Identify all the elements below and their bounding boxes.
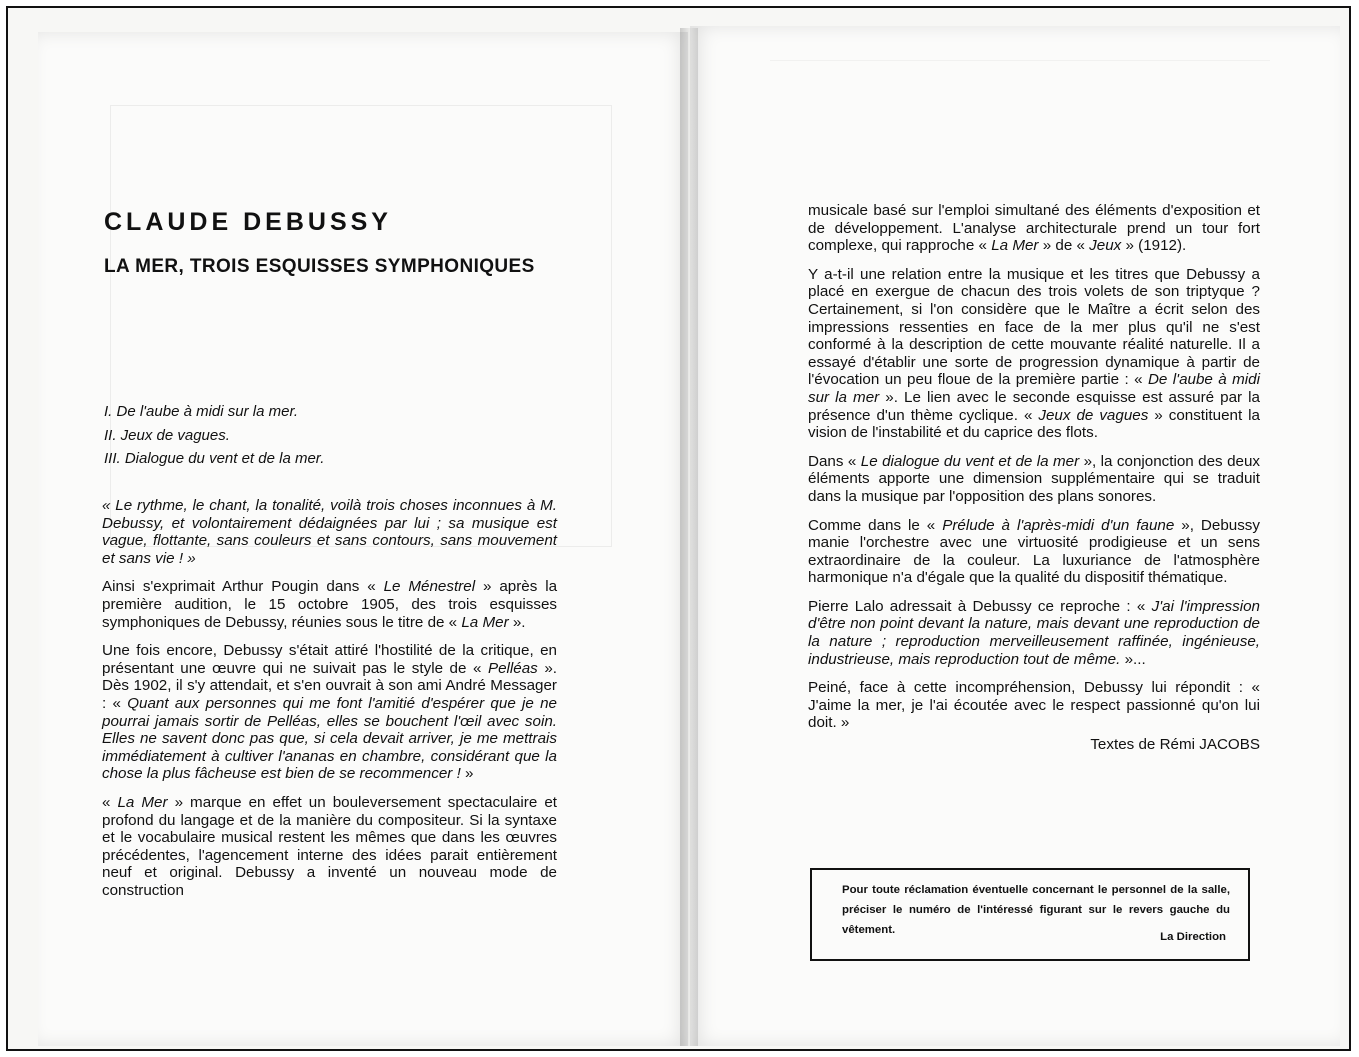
text-run-italic: De l'aube à midi sur la mer	[808, 371, 1260, 406]
paragraph-reponse: Peiné, face à cette incompréhension, Debussy lui répondit : « J'aime la mer, je l'ai écoutée avec le respect passionné qu'on lui doit. »	[808, 679, 1260, 732]
paragraph-construction	[808, 202, 1260, 255]
page-subtitle: LA MER, TROIS ESQUISSES SYMPHONIQUES	[104, 256, 535, 277]
page-title: CLAUDE DEBUSSY	[104, 208, 392, 236]
text-run-italic: Jeux de vagues	[1038, 406, 1149, 424]
left-column	[102, 497, 557, 910]
notice-text: Pour toute réclamation éventuelle concernant le personnel de la salle, préciser le numéro de l'intéressé figurant sur le revers gauche du vêtement.	[842, 884, 1230, 936]
text-run-italic: J'ai l'impression d'être non point devant la nature, mais devant une reproduction de la nature ; reproduction merveilleusement raffinée, ingénieuse, industrieuse, mais reproduction tout de même.	[808, 597, 1260, 668]
paragraph-triptyque	[808, 266, 1260, 442]
text-run: » marque en effet un bouleversement spectaculaire et profond du langage et de la manière du compositeur. Si la syntaxe et le vocabulaire musical restent les mêmes que dans les œuvres précédentes, l'agencement interne des idées parait entièrement neuf et original. Debussy a inventé un nouveau mode de construction	[102, 793, 557, 899]
text-run-italic: Quant aux personnes qui me font l'amitié d'espérer que je ne pourrai jamais sortir de Pelléas, elles se bouchent l'œil avec soin. Elles ne savent donc pas que, si cela devait arriver, je me mettrais immédiatement à cultiver l'ananas en chambre, considérant que la chose la plus fâcheuse est bien de se recommencer !	[102, 694, 558, 783]
text-run: musicale basé sur l'emploi simultané des éléments d'exposition et de développement. L'analyse architecturale prend un tour fort complexe, qui rapproche «	[808, 202, 1260, 255]
text-run-italic: Jeux	[1089, 237, 1122, 255]
text-run: », Debussy manie l'orchestre avec une virtuosité prodigieuse et un sens extraordinaire de la couleur. La luxuriance de l'atmosphère harmonique n'a d'égale que la qualité du dispositif thématique.	[808, 516, 1260, 587]
paragraph-la-mer	[102, 794, 557, 900]
text-run-italic: La Mer	[461, 613, 509, 631]
notice-signature: La Direction	[1160, 931, 1226, 943]
movement-1: I. De l'aube à midi sur la mer.	[104, 403, 299, 420]
right-column	[808, 202, 1260, 754]
text-run: » après la première audition, le 15 octobre 1905, des trois esquisses symphoniques de Debussy, réunies sous le titre de «	[102, 578, 558, 631]
pougin-quote: « Le rythme, le chant, la tonalité, voilà trois choses inconnues à M. Debussy, et volontairement dédaignées par lui ; sa musique est vague, flottante, sans couleurs et sans contours, sans mouvement et sans vie ! »	[102, 497, 557, 567]
text-run: Comme dans le «	[808, 516, 943, 534]
text-run: Une fois encore, Debussy s'était attiré l'hostilité de la critique, en présentant une œuvre qui ne suivait pas le style de «	[102, 642, 557, 677]
text-run: Dans «	[808, 452, 861, 470]
text-run-italic: Pelléas	[487, 659, 538, 677]
show-through-shadow	[110, 105, 612, 547]
text-run: », la conjonction des deux éléments apporte une dimension supplémentaire qui se traduit dans la musique par l'opposition des plans sonores.	[808, 452, 1261, 505]
author-signature: Textes de Rémi JACOBS	[1090, 736, 1260, 754]
paragraph-orchestre	[808, 517, 1260, 587]
text-run: Pierre Lalo adressait à Debussy ce reproche : «	[808, 597, 1152, 615]
movement-3: III. Dialogue du vent et de la mer.	[104, 450, 325, 467]
paragraph-pougin	[102, 578, 557, 631]
notice-box	[810, 868, 1250, 961]
paragraph-messager	[102, 642, 557, 783]
text-run: Y a-t-il une relation entre la musique et les titres que Debussy a placé en exergue de chacun des trois volets de son triptyque ? Certainement, si l'on considère que le Maître a écrit selon des impressions ressenties en face de la mer plus qu'il ne s'est conformé à la description de cette mouvante réalité naturelle. Il a essayé d'établir une sorte de progression dynamique à partir de l'évocation un peu floue de la première partie : «	[808, 265, 1260, 389]
text-run-italic: La Mer	[991, 237, 1039, 255]
text-run: ».	[508, 613, 526, 631]
text-run-italic: Le dialogue du vent et de la mer	[860, 452, 1080, 470]
paragraph-lalo	[808, 598, 1260, 668]
movement-2: II. Jeux de vagues.	[104, 426, 230, 444]
text-run-italic: Prélude à l'après-midi d'un faune	[942, 516, 1175, 534]
text-run: » constituent la vision de l'instabilité et du caprice des flots.	[808, 406, 1260, 442]
book-gutter	[680, 28, 698, 1046]
text-run: ». Le lien avec le seconde esquisse est assuré par la présence d'un thème cyclique. «	[808, 388, 1260, 424]
text-run-italic: Le Ménestrel	[383, 578, 476, 596]
text-run: »	[460, 765, 474, 783]
paragraph-dialogue	[808, 453, 1260, 506]
text-run: ». Dès 1902, il s'y attendait, et s'en ouvrait à son ami André Messager : «	[102, 659, 557, 712]
text-run: » (1912).	[1121, 237, 1187, 255]
text-run: Ainsi s'exprimait Arthur Pougin dans «	[102, 578, 384, 596]
text-run: » de «	[1038, 237, 1090, 255]
text-run-italic: La Mer	[117, 793, 168, 811]
text-run: «	[102, 793, 118, 811]
text-run: »...	[1120, 650, 1146, 668]
movement-list	[104, 400, 564, 471]
